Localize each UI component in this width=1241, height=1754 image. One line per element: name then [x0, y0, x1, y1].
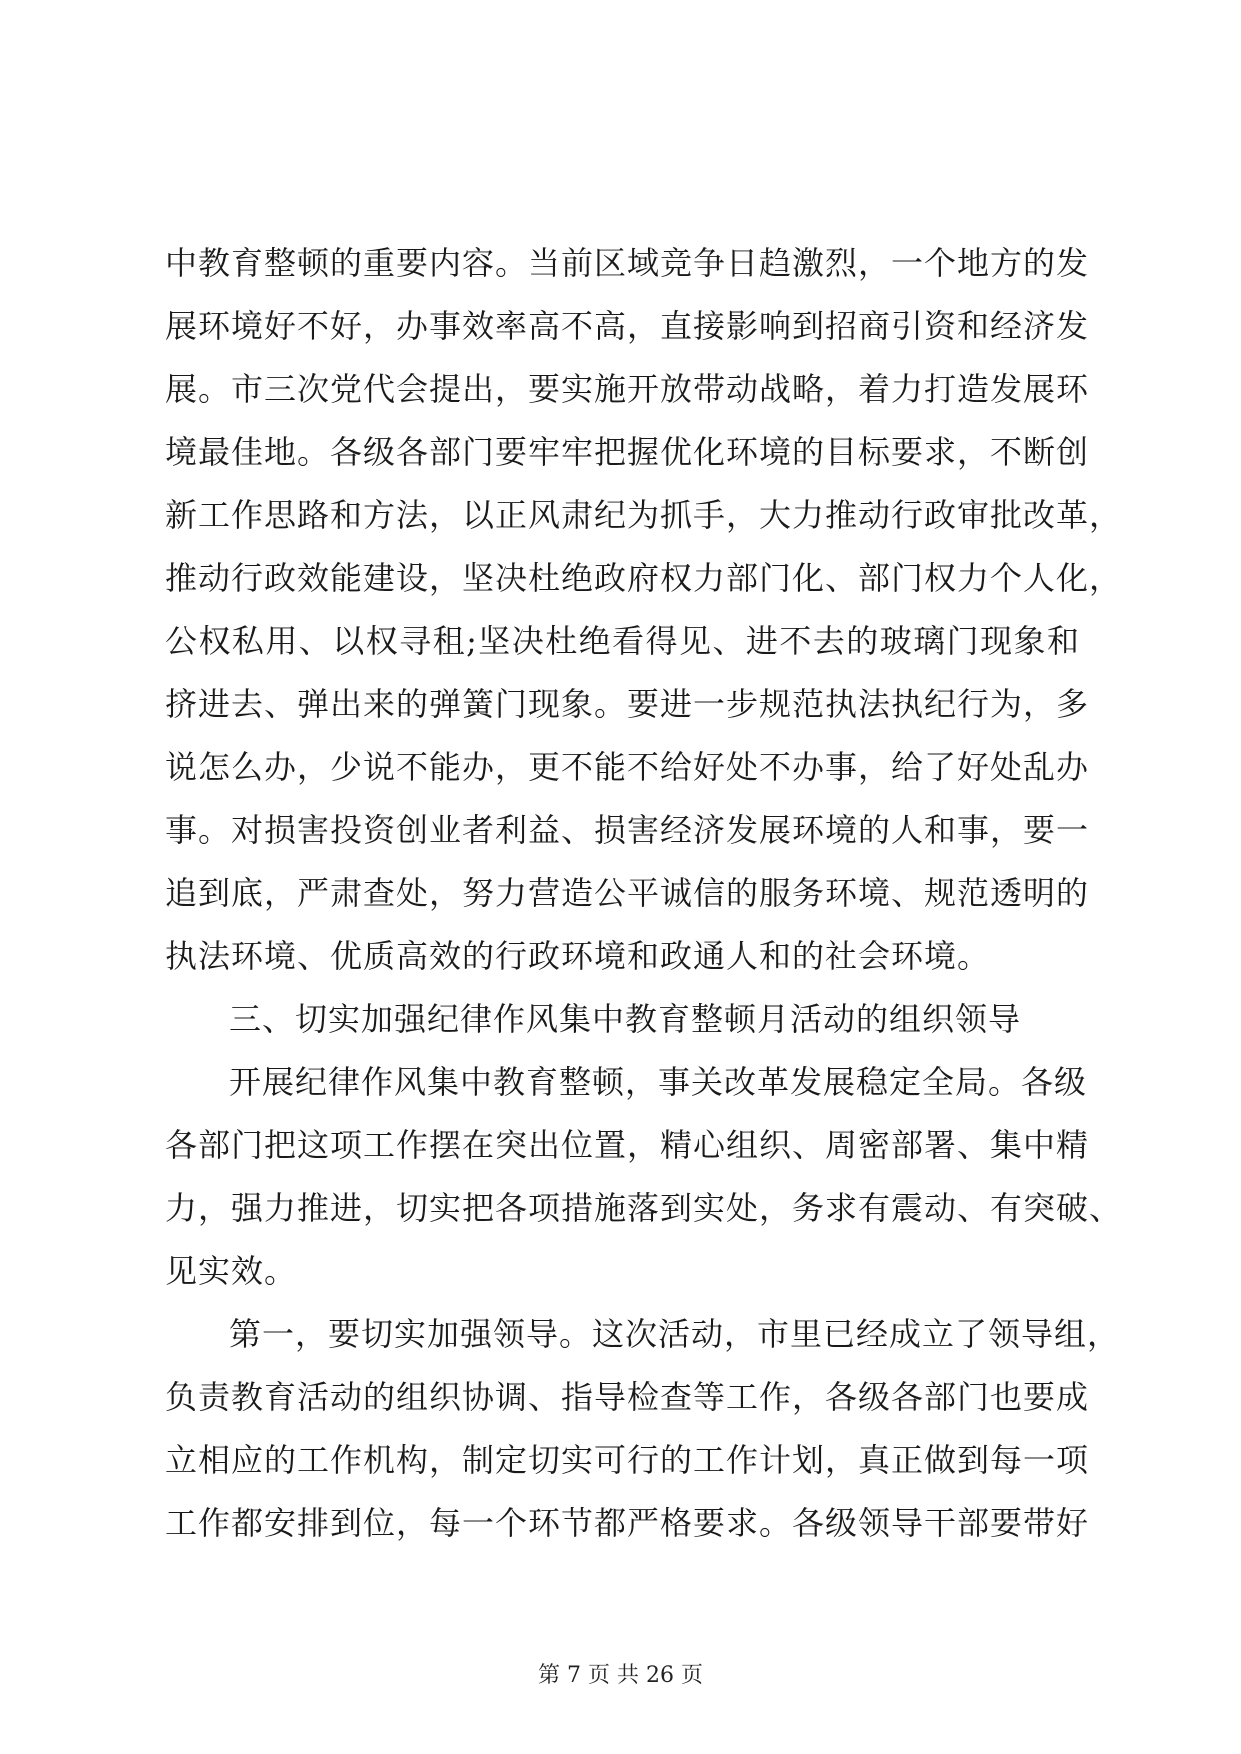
- paragraph-1: [165, 232, 1123, 988]
- text-line: 力，强力推进，切实把各项措施落到实处，务求有震动、有突破、: [165, 1189, 1123, 1227]
- text-line: 展环境好不好，办事效率高不高，直接影响到招商引资和经济发: [165, 307, 1090, 345]
- text-line: 负责教育活动的组织协调、指导检查等工作，各级各部门也要成: [165, 1378, 1090, 1416]
- section-heading: [165, 988, 1080, 1051]
- text-line: 事。对损害投资创业者利益、损害经济发展环境的人和事，要一: [165, 811, 1090, 849]
- paragraph-3: [165, 1051, 1123, 1303]
- text-line: 第一，要切实加强领导。这次活动，市里已经成立了领导组，: [229, 1315, 1121, 1353]
- text-line: 工作都安排到位，每一个环节都严格要求。各级领导干部要带好: [165, 1504, 1090, 1542]
- page-footer: 第 7 页 共 26 页: [538, 1663, 703, 1688]
- text-line: 各部门把这项工作摆在突出位置，精心组织、周密部署、集中精: [165, 1126, 1090, 1164]
- text-line: 说怎么办，少说不能办，更不能不给好处不办事，给了好处乱办: [165, 748, 1090, 786]
- text-line: 开展纪律作风集中教育整顿，事关改革发展稳定全局。各级: [229, 1063, 1088, 1101]
- text-line: 推动行政效能建设，坚决杜绝政府权力部门化、部门权力个人化，: [165, 559, 1123, 597]
- text-line: 立相应的工作机构，制定切实可行的工作计划，真正做到每一项: [165, 1441, 1090, 1479]
- text-line: 中教育整顿的重要内容。当前区域竞争日趋激烈，一个地方的发: [165, 244, 1090, 282]
- text-line: 执法环境、优质高效的行政环境和政通人和的社会环境。: [165, 937, 991, 975]
- heading-line: 三、切实加强纪律作风集中教育整顿月活动的组织领导: [229, 1000, 1022, 1038]
- document-body: [165, 232, 1123, 1555]
- text-line: 公权私用、以权寻租;坚决杜绝看得见、进不去的玻璃门现象和: [165, 622, 1080, 660]
- text-line: 追到底，严肃查处，努力营造公平诚信的服务环境、规范透明的: [165, 874, 1090, 912]
- text-line: 展。市三次党代会提出，要实施开放带动战略，着力打造发展环: [165, 370, 1090, 408]
- text-line: 见实效。: [165, 1252, 298, 1290]
- text-line: 新工作思路和方法，以正风肃纪为抓手，大力推动行政审批改革，: [165, 496, 1123, 534]
- paragraph-4: [165, 1303, 1121, 1555]
- text-line: 境最佳地。各级各部门要牢牢把握优化环境的目标要求，不断创: [165, 433, 1090, 471]
- text-line: 挤进去、弹出来的弹簧门现象。要进一步规范执法执纪行为，多: [165, 685, 1090, 723]
